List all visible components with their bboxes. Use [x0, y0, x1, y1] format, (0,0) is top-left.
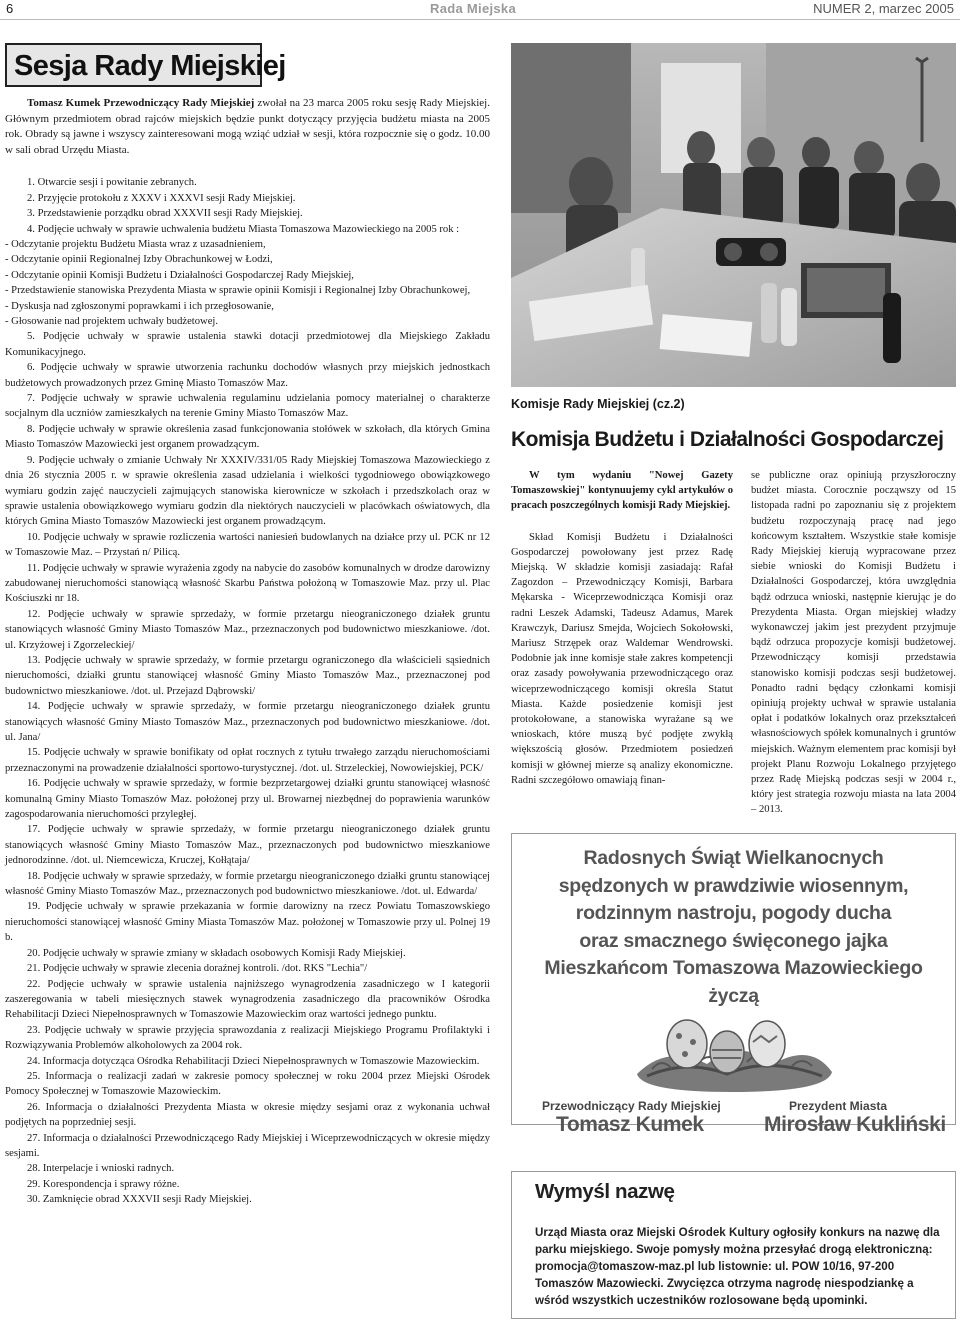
- agenda-item: 19. Podjęcie uchwały w sprawie przekazania w formie darowizny na rzecz Powiatu Tomaszowskiego nieruchomości stanowiącej własność Gminy Miasta Tomaszów Maz. położonej w Tomaszowie przy ul. Polnej 19 b.: [5, 901, 490, 944]
- agenda-item: 28. Interpelacje i wnioski radnych.: [27, 1163, 175, 1175]
- contest-box: [511, 1171, 956, 1319]
- agenda-item: 23. Podjęcie uchwały w sprawie przyjęcia sprawozdania z realizacji Miejskiego Programu Profilaktyki i Rozwiązywania Problemów alkoholowych za 2004 rok.: [5, 1024, 490, 1052]
- greeting-message: [512, 845, 955, 1011]
- agenda-item: 5. Podjęcie uchwały w sprawie ustalenia stawki dotacji przedmiotowej dla Miejskiego Zakładu Komunikacyjnego.: [5, 331, 490, 358]
- agenda-subitem: - Przedstawienie stanowiska Prezydenta Miasta w sprawie opinii Komisji i Regionalnej Izby Obrachunkowej,: [5, 285, 471, 297]
- greeting-line: Radosnych Świąt Wielkanocnych: [583, 847, 884, 869]
- agenda-item: 10. Podjęcie uchwały w sprawie rozliczenia wartości naniesień budowlanych na działce przy ul. PCK nr 12 w Tomaszowie Maz. – Przystań n/ Pilicą.: [5, 531, 490, 559]
- agenda-item: 7. Podjęcie uchwały w sprawie uchwalenia regulaminu udzielania pomocy materialnej o charakterze socjalnym dla uczniów zamieszkałych na terenie Gminy Miasto Tomaszów Maz.: [5, 393, 490, 420]
- committee-column-1: [511, 468, 733, 788]
- agenda-subitem: - Odczytanie opinii Regionalnej Izby Obrachunkowej w Łodzi,: [5, 254, 273, 266]
- agenda-subitem: - Odczytanie opinii Komisji Budżetu i Działalności Gospodarczej Rady Miejskiej,: [5, 269, 354, 281]
- agenda-item: 25. Informacja o realizacji zadań w zakresie pomocy społecznej w roku 2004 przez Miejski Ośrodek Pomocy Społecznej w Tomaszowie Mazowieckim.: [5, 1070, 490, 1098]
- agenda-item: 14. Podjęcie uchwały w sprawie sprzedaży, w formie przetargu nieograniczonego działek gruntu stanowiących własność Gminy Miasto Tomaszów Maz., przeznaczonych pod budownictwo mieszkaniowe. /dot. ul. Jana/: [5, 701, 490, 743]
- agenda-item: 20. Podjęcie uchwały w sprawie zmiany w składach osobowych Komisji Rady Miejskiej.: [27, 947, 406, 959]
- agenda-subitem: - Odczytanie projektu Budżetu Miasta wraz z uzasadnieniem,: [5, 239, 266, 250]
- publication-name: Rada Miejska: [430, 1, 516, 16]
- agenda-list: [5, 175, 490, 1207]
- agenda-item: 3. Przedstawienie porządku obrad XXXVII sesji Rady Miejskiej.: [27, 208, 303, 220]
- greeting-line: życzą: [708, 984, 759, 1007]
- easter-eggs-illustration: [627, 1014, 842, 1094]
- article-intro: [5, 96, 490, 158]
- agenda-item: 9. Podjęcie uchwały o zmianie Uchwały Nr XXXIV/331/05 Rady Miejskiej Tomaszowa Mazowieckiego z dnia 26 stycznia 2005 r. w sprawie określenia zasad udzielania i wielkości tygodniowego obowiązkowego wymiaru godzin zajęć nauczycieli zajmujących stanowiska kierownicze w szkołach i przedszkolach oraz w sprawie ustalenia obowiązkowego wymiaru godzin dla niektórych nauczycieli w placówkach oświatowych, dla których Gmina Miasto Tomaszów Mazowiecki jest organem prowadzącym.: [5, 454, 490, 528]
- contest-title: Wymyśl nazwę: [535, 1180, 675, 1203]
- series-label: Komisje Rady Miejskiej (cz.2): [511, 397, 685, 411]
- article-title-box: [5, 43, 286, 87]
- session-article: [5, 96, 490, 1208]
- agenda-item: 12. Podjęcie uchwały w sprawie sprzedaży, w formie przetargu nieograniczonego działek gruntu stanowiących własność Gminy Miasto Tomaszów Maz., przeznaczonych pod budownictwo mieszkaniowe. /dot. ul. Krzyżowej i Zgorzeleckiej/: [5, 608, 490, 651]
- signatory-1-name: Tomasz Kumek: [556, 1113, 704, 1136]
- agenda-item: 8. Podjęcie uchwały w sprawie określenia zasad funkcjonowania stołówek w szkołach, dla których Gmina Miasto Tomaszów Mazowiecki jest organem prowadzącym.: [5, 423, 490, 451]
- agenda-item: 16. Podjęcie uchwały w sprawie sprzedaży, w formie bezprzetargowej działki gruntu stanowiącej własność komunalną Gminy Miasto Tomaszów Maz. położonej przy ul. Browarnej niezbędnej do poprawienia warunków zagospodarowania nieruchomości przyległej.: [5, 778, 490, 821]
- agenda-item: 24. Informacja dotycząca Ośrodka Rehabilitacji Dzieci Niepełnosprawnych w Tomaszowie Mazowieckim.: [27, 1055, 480, 1067]
- intro-lead-name: Tomasz Kumek Przewodniczący Rady Miejskiej: [27, 97, 255, 109]
- signatory-1-role: Przewodniczący Rady Miejskiej: [542, 1099, 721, 1113]
- agenda-item: 13. Podjęcie uchwały w sprawie sprzedaży, w formie przetargu ograniczonego dla właścicieli sąsiednich nieruchomości, działki gruntu stanowiącej własność Gminy Miasto Tomaszów Maz., przeznaczonej pod budownictwo mieszkaniowe. /dot. ul. Przejazd Dąbrowski/: [5, 654, 490, 697]
- agenda-item: 4. Podjęcie uchwały w sprawie uchwalenia budżetu Miasta Tomaszowa Mazowieckiego na 2005 rok :: [27, 223, 460, 235]
- signatory-2-role: Prezydent Miasta: [789, 1099, 888, 1113]
- greeting-line: oraz smacznego święconego jajka: [579, 929, 888, 952]
- committee-title: Komisja Budżetu i Działalności Gospodarczej: [511, 428, 944, 451]
- agenda-item: 26. Informacja o działalności Prezydenta Miasta w okresie między sesjami oraz z wykonania uchwał podjętych na poprzedniej sesji.: [5, 1101, 490, 1129]
- committee-lead: W tym wydaniu "Nowej Gazety Tomaszowskiej" kontynuujemy cykl artykułów o pracach poszczególnych komisji Rady Miejskiej.: [511, 470, 733, 512]
- greeting-line: rodzinnym nastroju, pogody ducha: [575, 902, 892, 925]
- agenda-item: 2. Przyjęcie protokołu z XXXV i XXXVI sesji Rady Miejskiej.: [27, 192, 296, 204]
- agenda-item: 6. Podjęcie uchwały w sprawie utworzenia rachunku dochodów własnych przy miejskich jednostkach budżetowych prowadzonych przez Gminę Miasto Tomaszów Maz.: [5, 362, 490, 389]
- agenda-subitem: - Głosowanie nad projektem uchwały budżetowej.: [5, 316, 218, 328]
- agenda-item: 29. Korespondencja i sprawy różne.: [27, 1178, 180, 1190]
- intro-text: zwołał na 23 marca 2005 roku sesję Rady Miejskiej. Głównym przedmiotem obrad rajców miejskich będzie punkt dotyczący przyjęcia budżetu miasta na 2005 rok. Obrady są jawne i wszyscy zainteresowani mogą wziąć udział w sesji, która rozpocznie się o godz. 10.00 w sali obrad Urzędu Miasta.: [5, 97, 490, 156]
- page-header: [0, 0, 960, 20]
- agenda-item: 18. Podjęcie uchwały w sprawie sprzedaży, w formie przetargu nieograniczonego działki gruntu stanowiącej własność Gminy Miasto Tomaszów Maz., przeznaczonych pod budownictwo mieszkaniowe. /dot. ul. Edwarda/: [5, 870, 490, 898]
- session-photo: [511, 43, 956, 387]
- committee-body-1: Skład Komisji Budżetu i Działalności Gospodarczej powołowany jest przez Radę Miejską. W składzie komisji zasiadają: Rafał Zagozdon – Przewodniczący Komisji, Barbara Mękarska - Wiceprzewodnicząca Komisji oraz radni Leszek Adamski, Tadeusz Adamus, Marek Krawczyk, Dariusz Smejda, Wojciech Sokołowski, Mariusz Strzępek oraz Waldemar Wendrowski. Podobnie jak inne komisje stałe zakres kompetencji oraz zasady powoływania przewodniczącego oraz wiceprzewodniczącego komisji określa Statut Miasta. Każde posiedzenie komisji jest protokołowane, a stanowiska wyrażane są we wnioskach, które muszą być podjęte zwykłą większością głosów. Przedmiotem posiedzeń komisji w głównej mierze są analizy ekonomiczne. Radni szczegółowo omawiają finan-: [511, 531, 733, 786]
- page-number: 6: [6, 1, 14, 16]
- agenda-item: 27. Informacja o działalności Przewodniczącego Rady Miejskiej i Wiceprzewodniczących w okresie między sesjami.: [5, 1132, 490, 1159]
- article-title: Sesja Rady Miejskiej: [14, 50, 286, 82]
- agenda-item: 21. Podjęcie uchwały w sprawie zlecenia doraźnej kontroli. /dot. RKS "Lechia"/: [27, 963, 368, 975]
- greeting-line: Mieszkańcom Tomaszowa Mazowieckiego: [544, 957, 923, 980]
- agenda-item: 11. Podjęcie uchwały w sprawie wyrażenia zgody na nabycie do zasobów komunalnych w drodze darowizny zabudowanej nieruchomości stanowiącą własność Skarbu Państwa położoną w Tomaszowie Maz. przy ul. Plac Kościuszki nr 18.: [5, 562, 490, 605]
- agenda-item: 22. Podjęcie uchwały w sprawie ustalenia najniższego wynagrodzenia zasadniczego w I kategorii zaszeregowania w tabeli miesięcznych stawek wynagrodzenia zasadniczego dla pracowników Ośrodka Rehabilitacji Dzieci Niepełnosprawnych w Tomaszowie Mazowieckim oraz wartości jednego punktu.: [5, 978, 490, 1021]
- greeting-line: spędzonych w prawdziwie wiosennym,: [558, 874, 909, 897]
- issue-label: NUMER 2, marzec 2005: [813, 1, 954, 16]
- committee-column-2: [751, 468, 956, 818]
- committee-body-2: se publiczne oraz opiniują przyszłoroczny budżet miasta. Corocznie począwszy od 15 listopada radni po zapoznaniu się z projektem budżetu rozpoczynają pracę nad jego końcowym kształtem. Wszystkie stałe komisje Rady Miejskiej kierują wypracowane przez siebie wnioski do Komisji Budżetu i Działalności Gospodarczej, która uwzględnia bądź odrzuca wnioski, następnie kierując je do Prezydenta Miasta. Organ miejskiej władzy wykonawczej jakim jest prezydent przyjmuje bądź odrzuca propozycje komisji budżetowej. Przewodniczący komisji przedstawia stanowisko komisji podczas sesji budżetowej. Ponadto radni będący członkami komisji opiniują projekty uchwał w sprawie ustalania opłat i podatków lokalnych oraz przekształceń własnościowych spółek komunalnych i gruntów miejskich. Ważnym elementem prac komisji był projekt Planu Rozwoju Lokalnego przyjętego przez Radę Miejską podczas sesji w 2004 r., który jest strategia rozwoju miasta na lata 2004 – 2013.: [751, 470, 956, 816]
- agenda-item: 30. Zamknięcie obrad XXXVII sesji Rady Miejskiej.: [27, 1194, 252, 1206]
- easter-greeting-box: [511, 833, 956, 1136]
- agenda-subitem: - Dyskusja nad zgłoszonymi poprawkami i ich przegłosowanie,: [5, 300, 274, 312]
- agenda-item: 17. Podjęcie uchwały w sprawie sprzedaży, w formie przetargu nieograniczonego działek gruntu stanowiących własność Gminy Miasto Tomaszów Maz., przeznaczonych pod budownictwo mieszkaniowe jednorodzinne. /dot. ul. Niemcewicza, Kruczej, Kołłątaja/: [5, 824, 490, 867]
- agenda-item: 1. Otwarcie sesji i powitanie zebranych.: [27, 177, 197, 189]
- contest-text: Urząd Miasta oraz Miejski Ośrodek Kultury ogłosiły konkurs na nazwę dla parku miejskiego. Swoje pomysły można przesyłać drogą elektroniczną: promocja@tomaszow-maz.pl lub listownie: ul. POW 10/16, 97-200 Tomaszów Mazowiecki. Zwycięzca otrzyma nagrodę niespodziankę a wśród wszystkich uczestników rozlosowane będą upominki.: [535, 1226, 940, 1307]
- agenda-item: 15. Podjęcie uchwały w sprawie bonifikaty od opłat rocznych z tytułu trwałego zarządu nieruchomościami przeznaczonymi na prowadzenie działalności sportowo-turystycznej. /dot. ul. Strzeleckiej, Nowowiejskiej, PCK/: [5, 747, 490, 774]
- signatory-2-name: Mirosław Kukliński: [764, 1113, 946, 1136]
